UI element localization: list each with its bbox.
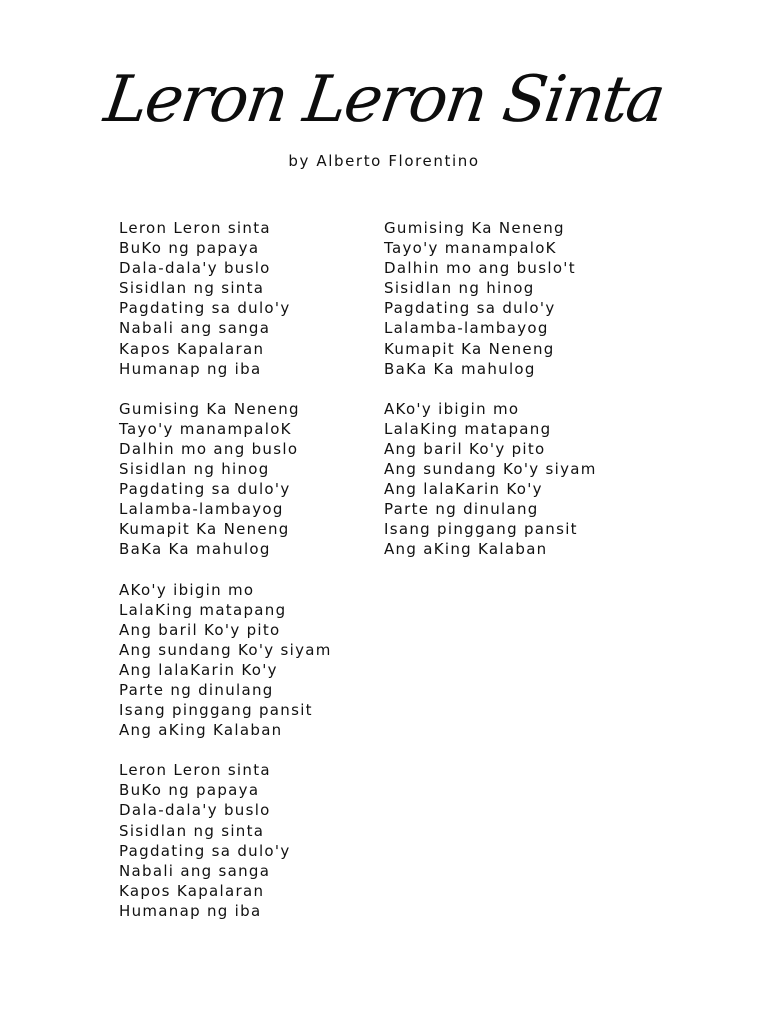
lyric-line: Dala-dala'y buslo xyxy=(119,259,271,278)
lyric-line: Ang sundang Ko'y siyam xyxy=(384,460,597,479)
stanza xyxy=(384,218,597,379)
lyric-line: Gumising Ka Neneng xyxy=(384,219,565,237)
lyric-line: Kumapit Ka Neneng xyxy=(119,520,290,539)
lyric-line: Isang pinggang pansit xyxy=(384,520,578,539)
lyric-line: Ang aKing Kalaban xyxy=(384,540,548,559)
lyric-line: LalaKing matapang xyxy=(119,600,287,619)
lyric-line: Kapos Kapalaran xyxy=(119,881,265,900)
page-title: Leron Leron Sinta xyxy=(100,63,668,137)
lyric-line: Sisidlan ng sinta xyxy=(119,821,265,840)
lyric-line: Leron Leron sinta xyxy=(119,761,271,780)
lyric-line: Ang baril Ko'y pito xyxy=(119,620,281,639)
lyric-line: Dala-dala'y buslo xyxy=(119,801,271,820)
lyric-line: AKo'y ibigin mo xyxy=(119,580,255,599)
lyric-line: Leron Leron sinta xyxy=(119,219,271,237)
lyric-line: Dalhin mo ang buslo xyxy=(119,439,299,458)
author-byline: by Alberto Florentino xyxy=(288,152,480,170)
lyric-line: Humanap ng iba xyxy=(119,901,262,920)
lyric-line: Lalamba-lambayog xyxy=(384,319,549,338)
lyric-line: Tayo'y manampaloK xyxy=(384,239,557,258)
lyric-line: BaKa Ka mahulog xyxy=(119,540,271,559)
lyric-line: Lalamba-lambayog xyxy=(119,500,284,519)
lyric-line: Parte ng dinulang xyxy=(384,500,539,519)
lyric-line: Nabali ang sanga xyxy=(119,861,271,880)
lyric-line: Nabali ang sanga xyxy=(119,319,271,338)
lyric-line: Kumapit Ka Neneng xyxy=(384,339,555,358)
lyrics-left-column xyxy=(119,218,332,941)
lyric-line: BuKo ng papaya xyxy=(119,239,260,258)
lyric-line: Tayo'y manampaloK xyxy=(119,419,292,438)
lyric-line: Kapos Kapalaran xyxy=(119,339,265,358)
stanza xyxy=(384,399,597,560)
stanza xyxy=(119,580,332,741)
lyric-line: Isang pinggang pansit xyxy=(119,701,313,720)
lyric-line: Ang lalaKarin Ko'y xyxy=(119,660,278,679)
lyric-line: BaKa Ka mahulog xyxy=(384,359,536,378)
lyric-line: Pagdating sa dulo'y xyxy=(119,841,291,860)
lyric-line: Ang aKing Kalaban xyxy=(119,721,283,740)
lyric-line: AKo'y ibigin mo xyxy=(384,399,520,418)
lyric-line: Parte ng dinulang xyxy=(119,680,274,699)
lyrics-right-column xyxy=(384,218,597,580)
lyric-line: Humanap ng iba xyxy=(119,359,262,378)
lyric-line: Dalhin mo ang buslo't xyxy=(384,259,576,278)
lyric-line: Gumising Ka Neneng xyxy=(119,399,300,418)
lyric-line: BuKo ng papaya xyxy=(119,781,260,800)
stanza xyxy=(119,399,332,560)
lyric-line: Ang sundang Ko'y siyam xyxy=(119,640,332,659)
lyric-line: Sisidlan ng hinog xyxy=(384,279,535,298)
stanza xyxy=(119,218,332,379)
lyric-line: Pagdating sa dulo'y xyxy=(384,299,556,318)
lyric-line: Ang lalaKarin Ko'y xyxy=(384,480,543,499)
lyric-line: Ang baril Ko'y pito xyxy=(384,439,546,458)
lyric-line: Pagdating sa dulo'y xyxy=(119,480,291,499)
lyric-line: Sisidlan ng hinog xyxy=(119,460,270,479)
stanza xyxy=(119,760,332,921)
lyric-line: Sisidlan ng sinta xyxy=(119,279,265,298)
lyric-line: Pagdating sa dulo'y xyxy=(119,299,291,318)
lyric-line: LalaKing matapang xyxy=(384,419,552,438)
